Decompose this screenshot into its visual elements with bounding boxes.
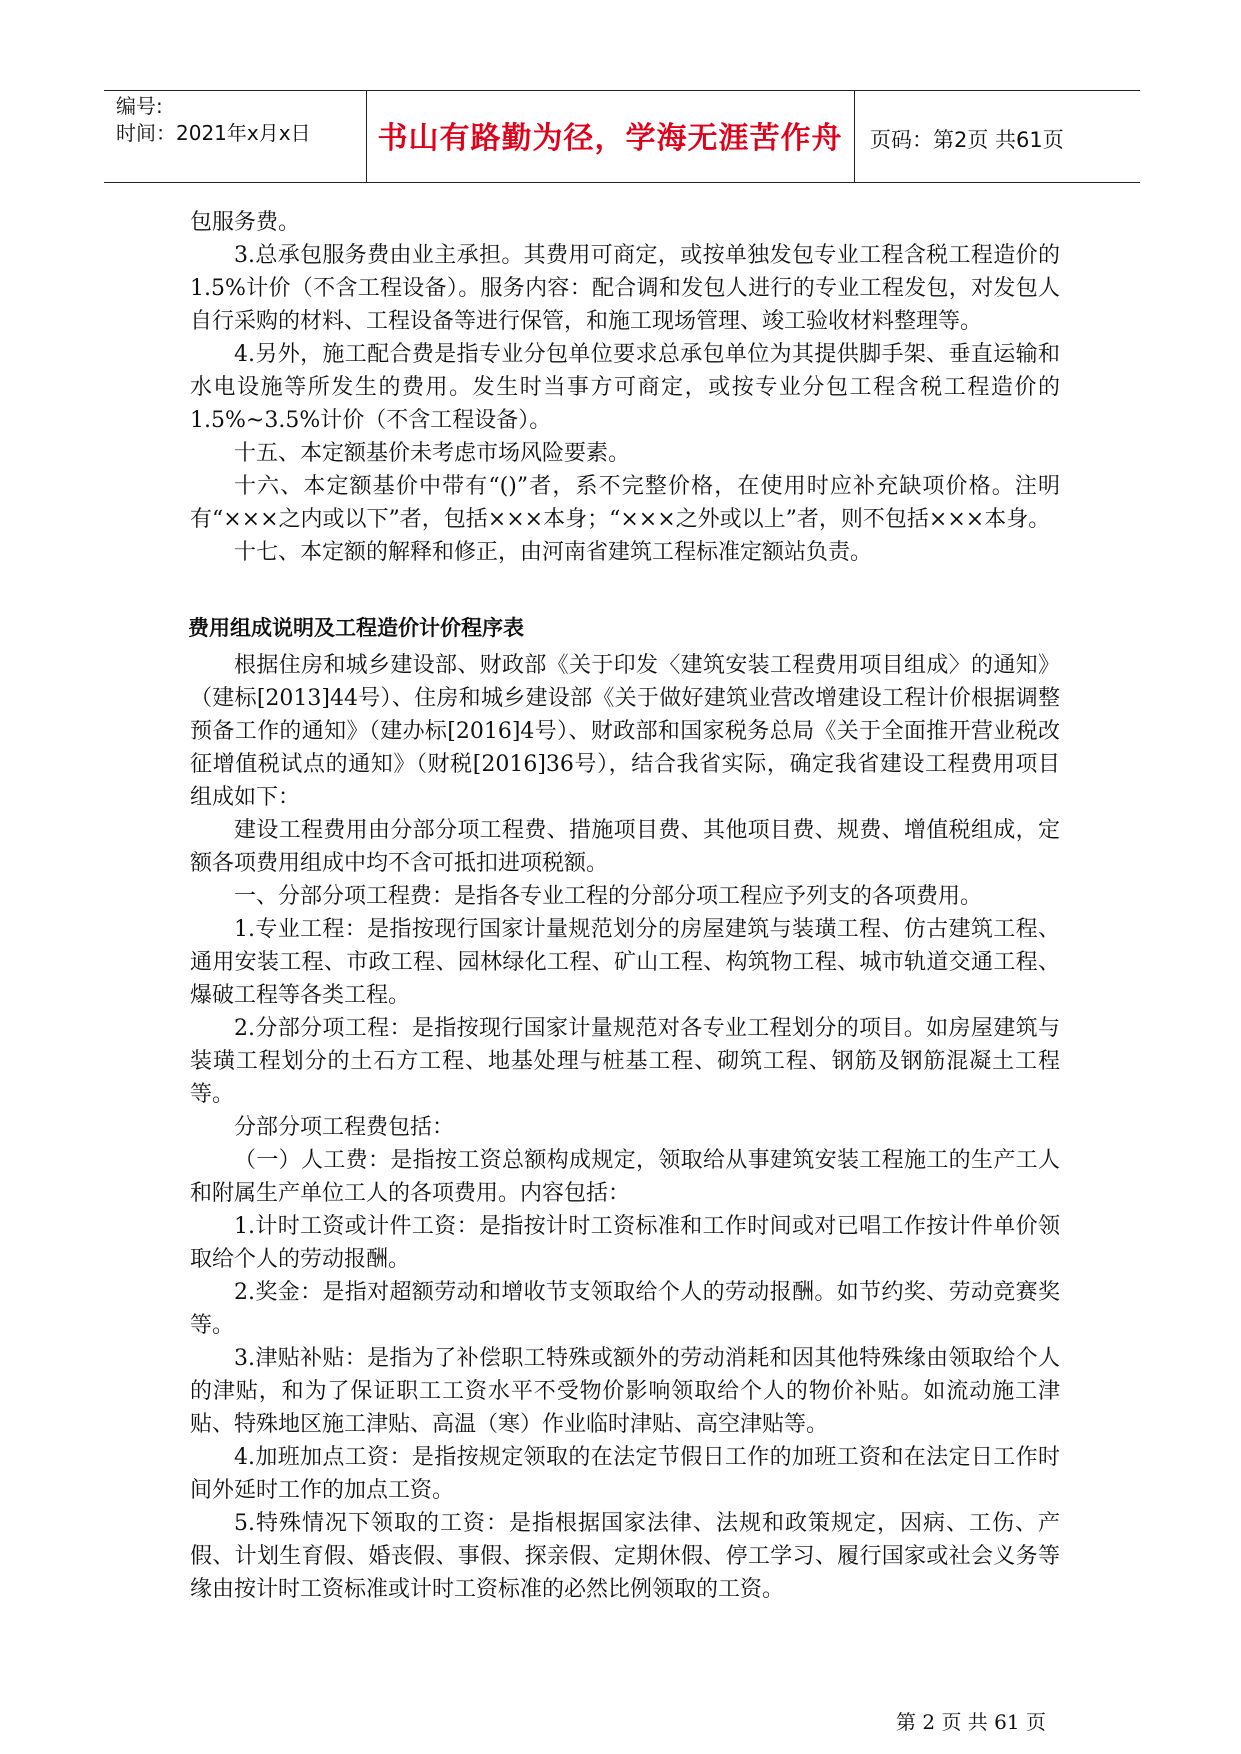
paragraph: 3.总承包服务费由业主承担。其费用可商定，或按单独发包专业工程含税工程造价的1.5%计价（不含工程设备）。服务内容：配合调和发包人进行的专业工程发包，对发包人自行采购的材料、工程设备等进行保管，和施工现场管理、竣工验收材料整理等。 [190,243,1060,334]
document-body-part1 [190,206,1060,569]
paragraph: 建设工程费用由分部分项工程费、措施项目费、其他项目费、规费、增值税组成，定额各项费用组成中均不含可抵扣进项税额。 [190,818,1060,876]
paragraph: 5.特殊情况下领取的工资：是指根据国家法律、法规和政策规定，因病、工伤、产假、计划生育假、婚丧假、事假、探亲假、定期休假、停工学习、履行国家或社会义务等缘由按计时工资标准或计时工资标准的必然比例领取的工资。 [190,1511,1060,1602]
section-heading: 费用组成说明及工程造价计价程序表 [188,616,524,640]
header-page-info: 页码：第2页 共61页 [870,128,1064,152]
header-motto: 书山有路勤为径，学海无涯苦作舟 [377,121,843,156]
document-time-label: 时间：2021年x月x日 [116,121,311,145]
header-meta [116,93,311,147]
page-footer: 第 2 页 共 61 页 [896,1710,1046,1734]
paragraph: 分部分项工程费包括： [234,1115,455,1140]
document-body-part2 [190,649,1060,1606]
paragraph: 一、分部分项工程费：是指各专业工程的分部分项工程应予列支的各项费用。 [234,884,983,909]
paragraph: 十六、本定额基价中带有“()”者，系不完整价格，在使用时应补充缺项价格。注明有“×××之内或以下”者，包括×××本身；“×××之外或以上”者，则不包括×××本身。 [190,474,1060,532]
paragraph: 3.津贴补贴：是指为了补偿职工特殊或额外的劳动消耗和因其他特殊缘由领取给个人的津贴，和为了保证职工工资水平不受物价影响领取给个人的物价补贴。如流动施工津贴、特殊地区施工津贴、高温（寒）作业临时津贴、高空津贴等。 [190,1346,1060,1437]
paragraph: 1.计时工资或计件工资：是指按计时工资标准和工作时间或对已唱工作按计件单价领取给个人的劳动报酬。 [190,1214,1060,1272]
paragraph: 4.加班加点工资：是指按规定领取的在法定节假日工作的加班工资和在法定日工作时间外延时工作的加点工资。 [190,1445,1060,1503]
paragraph: 2.分部分项工程：是指按现行国家计量规范对各专业工程划分的项目。如房屋建筑与装璜工程划分的土石方工程、地基处理与桩基工程、砌筑工程、钢筋及钢筋混凝土工程等。 [190,1016,1060,1107]
paragraph: 十五、本定额基价未考虑市场风险要素。 [234,441,631,466]
document-number-label: 编号: [116,94,163,118]
header-divider [854,91,855,182]
paragraph: 2.奖金：是指对超额劳动和增收节支领取给个人的劳动报酬。如节约奖、劳动竞赛奖等。 [190,1280,1060,1338]
paragraph: 十七、本定额的解释和修正，由河南省建筑工程标准定额站负责。 [234,540,873,565]
paragraph: 根据住房和城乡建设部、财政部《关于印发〈建筑安装工程费用项目组成〉的通知》（建标[2013]44号）、住房和城乡建设部《关于做好建筑业营改增建设工程计价根据调整预备工作的通知》（建办标[2016]4号）、财政部和国家税务总局《关于全面推开营业税改征增值税试点的通知》（财税[2016]36号），结合我省实际，确定我省建设工程费用项目组成如下： [190,653,1060,810]
paragraph: 1.专业工程：是指按现行国家计量规范划分的房屋建筑与装璜工程、仿古建筑工程、通用安装工程、市政工程、园林绿化工程、矿山工程、构筑物工程、城市轨道交通工程、爆破工程等各类工程。 [190,917,1060,1008]
document-header [104,90,1140,183]
paragraph: 包服务费。 [190,210,301,235]
paragraph: 4.另外，施工配合费是指专业分包单位要求总承包单位为其提供脚手架、垂直运输和水电设施等所发生的费用。发生时当事方可商定，或按专业分包工程含税工程造价的1.5%~3.5%计价（不含工程设备）。 [190,342,1060,433]
paragraph: （一）人工费：是指按工资总额构成规定，领取给从事建筑安装工程施工的生产工人和附属生产单位工人的各项费用。内容包括： [190,1148,1060,1206]
